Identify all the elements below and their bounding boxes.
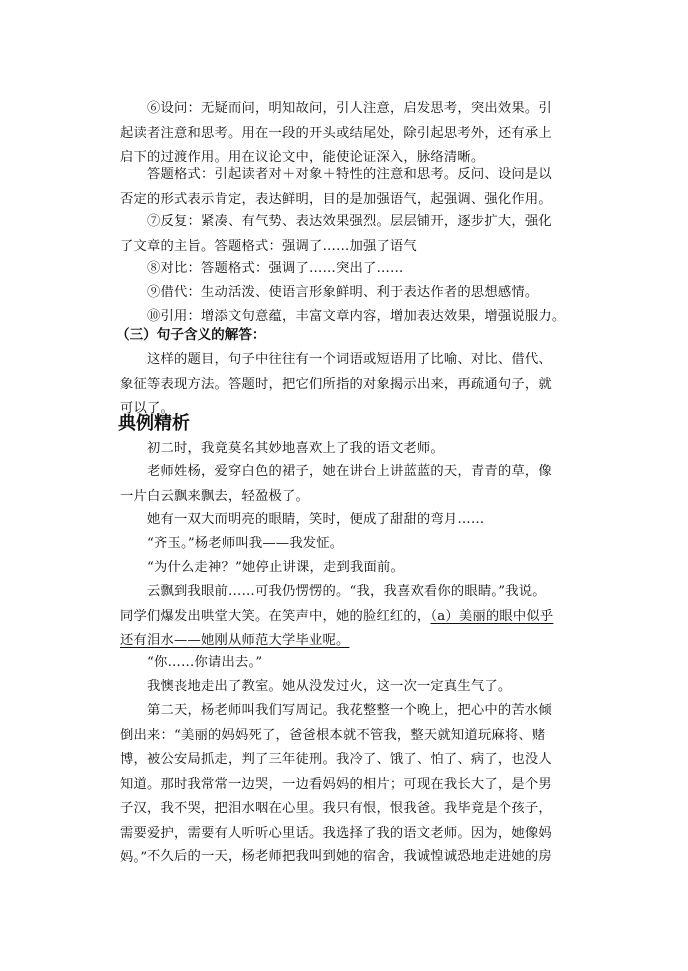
text-line: ⑧对比：答题格式：强调了……突出了…… [147,261,404,276]
underlined-quote: （a）美丽的眼中似乎 [430,608,554,624]
text-line: 初二时，我竟莫名其妙地喜欢上了我的语文老师。 [147,441,444,456]
text-line: 倒出来：“美丽的妈妈死了，爸爸根本就不管我，整天就知道玩麻将、赌 [120,727,546,743]
story-paragraph-6 [120,580,570,654]
text-line: 一片白云飘来飘去，轻盈极了。 [120,488,309,504]
story-paragraph-4 [120,532,570,557]
text-line: 子汉，我不哭，把泪水咽在心里。我只有恨，恨我爸。我毕竟是个孩子， [120,801,552,816]
text-line: 我懊丧地走出了教室。她从没发过火，这一次一定真生气了。 [147,679,512,694]
text-line: 博，被公安局抓走，判了三年徒刑。我冷了、饿了、怕了、病了，也没人 [120,752,552,767]
rhetoric-item-6 [120,97,570,171]
underlined-quote: 还有泪水——她刚从师范大学毕业呢。 [120,633,350,648]
text-line: 起读者注意和思考。用在一段的开头或结尾处，除引起思考外，还有承上 [120,125,552,141]
text-line: ⑥设问：无疑而问，明知故问，引人注意，启发思考，突出效果。引 [147,101,552,116]
text-line: ⑩引用：增添文句意蕴，丰富文章内容，增加表达效果，增强说服力。 [147,309,566,324]
text-line: “你……你请出去。” [147,655,263,670]
text-line: 象征等表现方法。答题时，把它们所指的对象揭示出来，再疏通句子，就 [120,376,552,392]
text-line: 妈。” [120,850,148,865]
text-line: 老师姓杨，爱穿白色的裙子，她在讲台上讲蓝蓝的天，青青的草，像 [147,464,552,479]
story-paragraph-8 [120,675,570,700]
rhetoric-item-8 [120,257,570,282]
text-line: 可以了。 [120,401,174,416]
text-line [120,605,570,630]
text-line: “为什么走神？”她停止讲课，走到我面前。 [147,560,404,575]
plain-text: 同学们爆发出哄堂大笑。在笑声中，她的脸红红的， [120,608,431,624]
text-line: “齐玉。”杨老师叫我——我发怔。 [147,536,344,551]
text-line [120,629,570,654]
answer-format-paragraph [120,163,570,212]
text-line: 她有一双大而明亮的眼睛，笑时，便成了甜甜的弯月…… [147,512,485,527]
text-line: 第二天，杨老师叫我们写周记。我花整整一个晚上，把心中的苦水倾 [147,703,552,718]
text-line: 了文章的主旨。答题格式：强调了……加强了语气 [120,238,417,254]
story-paragraph-7 [120,651,570,676]
text-line: 答题格式：引起读者对＋对象＋特性的注意和思考。反问、设问是以 [147,167,552,182]
text-line: ⑦反复：紧凑、有气势、表达效果强烈。层层铺开，逐步扩大，强化 [147,214,552,229]
text-line: ⑨借代：生动活泼、使语言形象鲜明、利于表达作者的思想感情。 [147,285,539,300]
rhetoric-item-9 [120,281,570,306]
text-line: 不久后的一天，杨老师把我叫到她的宿舍，我诚惶诚恐地走进她的房 [147,849,552,864]
story-paragraph-1 [120,437,570,462]
text-line: 云飘到我眼前……可我仍愣愣的。“我，我喜欢看你的眼睛。”我说。 [147,584,546,599]
story-paragraph-3 [120,508,570,533]
rhetoric-item-7 [120,210,570,259]
text-line: 知道。那时我常常一边哭，一边看妈妈的相片；可现在我长大了，是个男 [120,776,552,792]
section-title: 典例精析 [118,413,190,434]
story-paragraph-10 [120,845,570,870]
story-paragraph-2 [120,460,570,509]
text-line: 否定的形式表示肯定，表达鲜明，目的是加强语气，起强调、强化作用。 [120,191,552,207]
text-line: 这样的题目，句子中往往有一个词语或短语用了比喻、对比、借代、 [147,352,552,367]
subheading: （三）句子含义的解答： [116,327,266,343]
story-paragraph-5 [120,556,570,581]
text-line: 需要爱护，需要有人听听心里话。我选择了我的语文老师。因为，她像妈 [120,825,552,841]
text-line: 启下的过渡作用。用在议论文中，能使论证深入，脉络清晰。 [120,150,485,165]
